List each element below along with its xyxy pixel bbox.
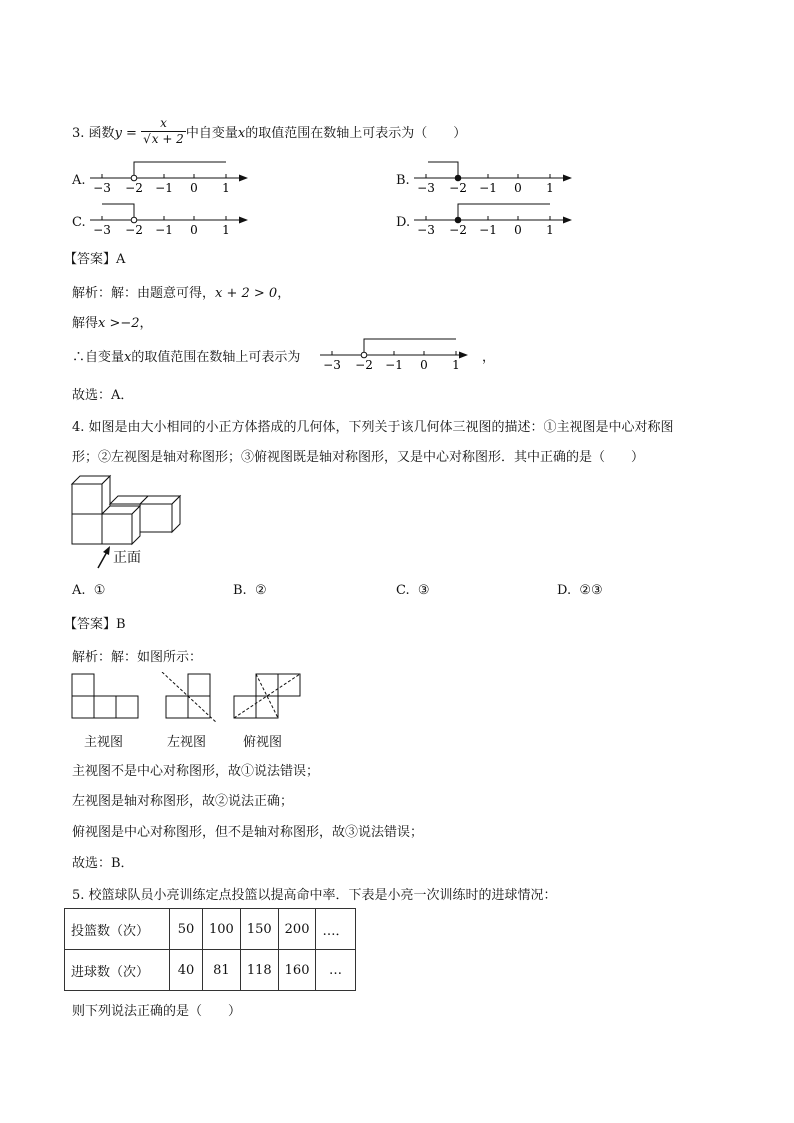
q3-stem-suffix: 的取值范围在数轴上可表示为（ ）	[245, 126, 467, 141]
table-row	[65, 909, 356, 950]
tick-label: 1	[222, 223, 230, 237]
table-cell: …．	[316, 909, 355, 950]
q3-analysis-3-tail: ，	[482, 350, 496, 365]
option-value: ①	[93, 583, 106, 598]
left-view-cell	[166, 696, 188, 718]
q4-analysis-line-3: 俯视图是中心对称图形，但不是轴对称图形，故③说法错误；	[72, 825, 424, 840]
tick-label: 1	[222, 181, 230, 195]
q3-fraction-numerator: x	[141, 116, 186, 132]
q3-analysis-3-x: x	[124, 350, 132, 365]
q3-number-line-c	[88, 198, 253, 238]
q3-analysis-2	[72, 312, 153, 331]
option-key: C.	[396, 583, 410, 598]
q3-option-c-label: C.	[72, 215, 86, 230]
left-view-cell	[188, 674, 210, 696]
q4-view-label-top: 俯视图	[243, 735, 283, 750]
q3-inequality: x + 2 > 0	[215, 286, 278, 301]
q3-number-line-b	[412, 156, 577, 196]
table-cell: 100	[203, 909, 241, 950]
table-row	[65, 950, 356, 991]
table-cell: 150	[240, 909, 278, 950]
q4-option-b	[233, 583, 267, 598]
q3-analysis-2-text: 解得	[72, 316, 99, 331]
q3-stem-prefix: 函数	[88, 126, 115, 141]
q4-conclusion: 故选：B．	[72, 856, 134, 871]
top-view-cell	[256, 674, 278, 696]
table-cell: 200	[278, 909, 316, 950]
tick-label: 0	[514, 181, 522, 195]
tick-label: 0	[190, 181, 198, 195]
front-view-cell	[116, 696, 138, 718]
option-key: A.	[72, 583, 86, 598]
tick-label: −3	[93, 223, 111, 237]
table-cell: 50	[170, 909, 203, 950]
tick-label: 1	[546, 181, 554, 195]
q3-fraction-denominator: √x + 2	[143, 132, 184, 146]
q4-view-label-left: 左视图	[167, 735, 207, 750]
tick-label: 1	[546, 223, 554, 237]
tick-label: −3	[417, 181, 435, 195]
table-cell: 81	[203, 950, 241, 991]
tick-label: −2	[355, 358, 373, 372]
q4-analysis-intro: 解析：解：如图所示：	[72, 650, 203, 665]
q4-front-label: 正面	[113, 550, 141, 566]
front-view-cell	[72, 696, 94, 718]
tick-label: 0	[514, 223, 522, 237]
q4-option-d	[557, 583, 603, 598]
top-view-cell	[234, 696, 256, 718]
tick-label: −1	[155, 181, 173, 195]
tick-label: −3	[417, 223, 435, 237]
top-view-cell	[256, 696, 278, 718]
q3-stem-mid: 中自变量	[185, 126, 238, 141]
q3-option-a-label: A.	[72, 173, 86, 188]
tick-label: 1	[452, 358, 460, 372]
q4-stem-line-2: 形；②左视图是轴对称图形；③俯视图既是轴对称图形，又是中心对称图形．其中正确的是（ ）	[72, 450, 645, 465]
q3-fraction	[141, 116, 186, 147]
q3-analysis-2-tail: ，	[139, 316, 153, 331]
top-view-cell	[278, 674, 300, 696]
option-value: ③	[417, 583, 430, 598]
tick-label: 0	[190, 223, 198, 237]
q4-analysis-line-1: 主视图不是中心对称图形，故①说法错误；	[72, 764, 320, 779]
q3-number-line-d	[412, 198, 577, 238]
q4-analysis-line-2: 左视图是轴对称图形，故②说法正确；	[72, 794, 294, 809]
q3-analysis-1	[72, 282, 290, 301]
tick-label: −1	[479, 181, 497, 195]
option-key: D.	[557, 583, 572, 598]
q5-followup: 则下列说法正确的是（ ）	[72, 1004, 242, 1019]
option-key: B.	[233, 583, 247, 598]
q3-function-y: y =	[114, 126, 137, 141]
q3-stem	[72, 118, 466, 149]
q3-radicand: x + 2	[151, 132, 184, 146]
q4-answer: 【答案】B	[64, 617, 126, 632]
q3-analysis-1-text: 解析：解：由题意可得，	[72, 286, 216, 301]
q4-view-label-front: 主视图	[84, 735, 124, 750]
q3-analysis-1-tail: ，	[277, 286, 291, 301]
tick-label: −2	[449, 223, 467, 237]
tick-label: −2	[449, 181, 467, 195]
q3-analysis-number-line	[318, 333, 483, 373]
tick-label: −2	[125, 223, 143, 237]
option-value: ②③	[579, 583, 603, 598]
q4-option-c	[396, 583, 430, 598]
q3-conclusion: 故选：A．	[72, 388, 134, 403]
q5-data-table	[64, 908, 356, 991]
option-value: ②	[254, 583, 267, 598]
q3-solution: x >−2	[98, 316, 140, 331]
tick-label: −2	[125, 181, 143, 195]
tick-label: 0	[420, 358, 428, 372]
front-view-cell	[94, 696, 116, 718]
q5-stem: 5. 校篮球队员小亮训练定点投篮以提高命中率．下表是小亮一次训练时的进球情况：	[72, 888, 557, 903]
tick-label: −1	[479, 223, 497, 237]
q4-three-views	[70, 672, 310, 722]
table-cell: 118	[240, 950, 278, 991]
tick-label: −1	[385, 358, 403, 372]
q4-stem-line-1: 4. 如图是由大小相同的小正方体搭成的几何体，下列关于该几何体三视图的描述：①主视图是中心对称图	[72, 420, 674, 435]
tick-label: −3	[323, 358, 341, 372]
q3-option-b-label: B.	[396, 173, 410, 188]
q3-analysis-3-text: 的取值范围在数轴上可表示为	[131, 350, 301, 365]
front-view-cell	[72, 674, 94, 696]
table-row-header: 进球数（次）	[65, 950, 170, 991]
q4-option-a	[72, 583, 105, 598]
tick-label: −3	[93, 181, 111, 195]
q3-analysis-3-prefix: ∴自变量	[72, 350, 125, 365]
q3-number-line-a	[88, 156, 253, 196]
table-cell: …	[316, 950, 355, 991]
q3-variable-x: x	[237, 126, 246, 141]
table-row-header: 投篮数（次）	[65, 909, 170, 950]
q3-option-d-label: D.	[396, 215, 411, 230]
table-cell: 40	[170, 950, 203, 991]
q3-number: 3.	[72, 126, 85, 141]
q3-analysis-3	[72, 346, 300, 365]
q3-answer: 【答案】A	[64, 252, 126, 267]
tick-label: −1	[155, 223, 173, 237]
table-cell: 160	[278, 950, 316, 991]
